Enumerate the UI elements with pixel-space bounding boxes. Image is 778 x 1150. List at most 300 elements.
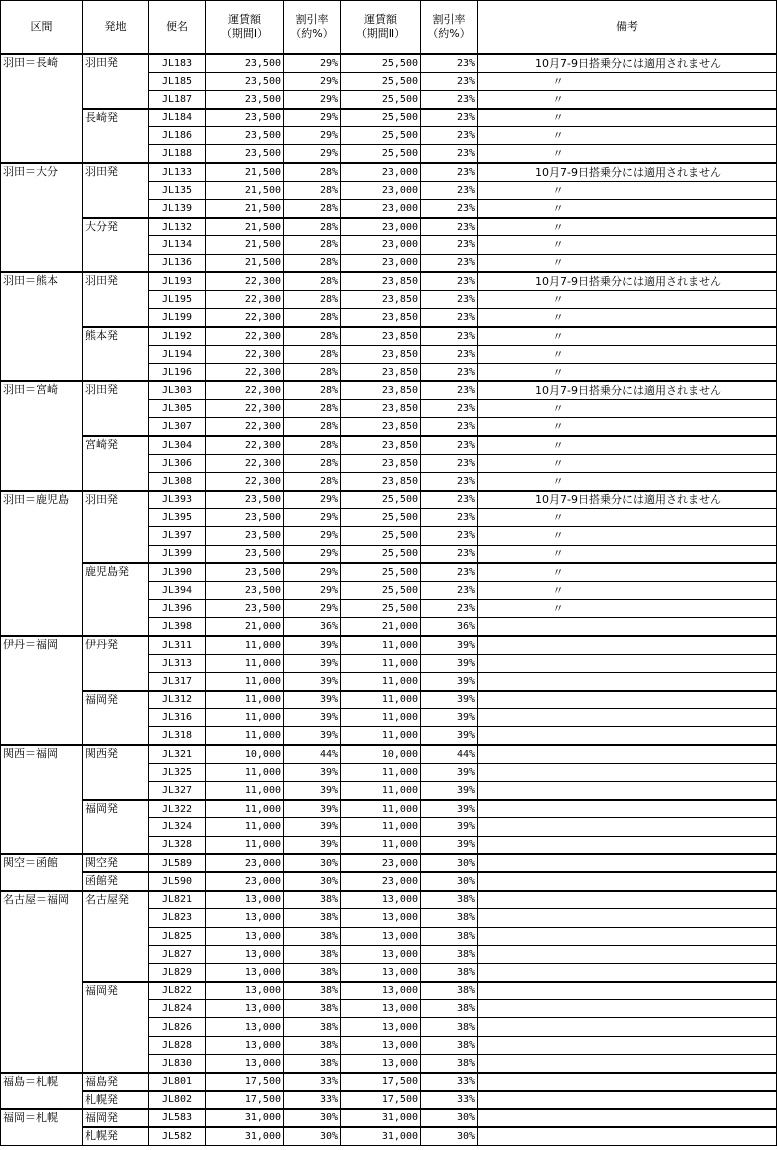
discount-period1: 28% <box>284 363 341 381</box>
fare-period2: 13,000 <box>341 945 421 963</box>
discount-period2: 23% <box>421 236 478 254</box>
note: 〃 <box>478 254 777 272</box>
origin-cell: 羽田発 <box>83 54 149 109</box>
discount-period1: 29% <box>284 509 341 527</box>
note: 〃 <box>478 600 777 618</box>
discount-period2: 44% <box>421 745 478 763</box>
discount-period2: 23% <box>421 127 478 145</box>
fare-period2: 23,850 <box>341 290 421 308</box>
discount-period1: 28% <box>284 254 341 272</box>
discount-period1: 29% <box>284 109 341 127</box>
note: 〃 <box>478 127 777 145</box>
fare-period1: 13,000 <box>206 1018 284 1036</box>
note <box>478 982 777 1000</box>
header-flight: 便名 <box>149 1 206 55</box>
flight-number: JL135 <box>149 181 206 199</box>
discount-period1: 39% <box>284 818 341 836</box>
table-row <box>1 1127 777 1145</box>
flight-number: JL327 <box>149 782 206 800</box>
discount-period2: 39% <box>421 727 478 745</box>
note <box>478 618 777 636</box>
flight-number: JL590 <box>149 872 206 890</box>
fare-period1: 23,500 <box>206 545 284 563</box>
note: 10月7-9日搭乗分には適用されません <box>478 272 777 290</box>
discount-period1: 28% <box>284 309 341 327</box>
origin-cell: 名古屋発 <box>83 891 149 982</box>
discount-period2: 23% <box>421 109 478 127</box>
flight-number: JL582 <box>149 1127 206 1145</box>
fare-period2: 23,850 <box>341 327 421 345</box>
origin-cell: 福島発 <box>83 1073 149 1091</box>
discount-period1: 39% <box>284 836 341 854</box>
header-disc2 <box>421 1 478 55</box>
fare-period1: 11,000 <box>206 836 284 854</box>
route-cell: 関西＝福岡 <box>1 745 83 854</box>
fare-period2: 25,500 <box>341 545 421 563</box>
flight-number: JL394 <box>149 581 206 599</box>
note <box>478 1036 777 1054</box>
flight-number: JL824 <box>149 1000 206 1018</box>
origin-cell: 福岡発 <box>83 1109 149 1127</box>
header-origin: 発地 <box>83 1 149 55</box>
fare-period2: 25,500 <box>341 127 421 145</box>
flight-number: JL822 <box>149 982 206 1000</box>
discount-period1: 29% <box>284 145 341 163</box>
route-cell: 関空＝函館 <box>1 854 83 890</box>
flight-number: JL139 <box>149 200 206 218</box>
fare-period2: 25,500 <box>341 600 421 618</box>
discount-period1: 28% <box>284 472 341 490</box>
note <box>478 945 777 963</box>
discount-period1: 30% <box>284 854 341 872</box>
note <box>478 672 777 690</box>
table-row <box>1 563 777 581</box>
discount-period1: 28% <box>284 181 341 199</box>
discount-period1: 29% <box>284 600 341 618</box>
fare-period1: 23,500 <box>206 491 284 509</box>
header-fare2-line1: 運賃額 <box>364 13 397 26</box>
discount-period1: 39% <box>284 672 341 690</box>
note <box>478 891 777 909</box>
header-route: 区間 <box>1 1 83 55</box>
discount-period2: 23% <box>421 527 478 545</box>
note <box>478 709 777 727</box>
discount-period1: 28% <box>284 163 341 181</box>
fare-period2: 25,500 <box>341 527 421 545</box>
discount-period2: 39% <box>421 818 478 836</box>
discount-period2: 33% <box>421 1091 478 1109</box>
discount-period2: 33% <box>421 1073 478 1091</box>
discount-period2: 23% <box>421 454 478 472</box>
discount-period1: 39% <box>284 709 341 727</box>
note: 〃 <box>478 290 777 308</box>
discount-period1: 29% <box>284 90 341 108</box>
fare-period1: 10,000 <box>206 745 284 763</box>
discount-period2: 23% <box>421 163 478 181</box>
discount-period2: 38% <box>421 891 478 909</box>
table-row <box>1 691 777 709</box>
discount-period2: 38% <box>421 1000 478 1018</box>
fare-period1: 11,000 <box>206 800 284 818</box>
discount-period2: 23% <box>421 509 478 527</box>
flight-number: JL802 <box>149 1091 206 1109</box>
fare-period1: 17,500 <box>206 1073 284 1091</box>
discount-period2: 23% <box>421 563 478 581</box>
discount-period2: 23% <box>421 381 478 399</box>
flight-number: JL133 <box>149 163 206 181</box>
fare-period2: 10,000 <box>341 745 421 763</box>
note: 〃 <box>478 200 777 218</box>
discount-period2: 23% <box>421 545 478 563</box>
flight-number: JL185 <box>149 72 206 90</box>
fare-period2: 25,500 <box>341 509 421 527</box>
fare-period2: 31,000 <box>341 1109 421 1127</box>
note <box>478 854 777 872</box>
fare-period1: 11,000 <box>206 636 284 654</box>
flight-number: JL186 <box>149 127 206 145</box>
table-row <box>1 163 777 181</box>
origin-cell: 関空発 <box>83 854 149 872</box>
discount-period1: 39% <box>284 800 341 818</box>
discount-period1: 38% <box>284 1036 341 1054</box>
table-row <box>1 218 777 236</box>
note: 〃 <box>478 363 777 381</box>
fare-period2: 13,000 <box>341 1036 421 1054</box>
table-row <box>1 982 777 1000</box>
discount-period1: 28% <box>284 272 341 290</box>
fare-period2: 11,000 <box>341 636 421 654</box>
note: 〃 <box>478 581 777 599</box>
fare-period2: 25,500 <box>341 491 421 509</box>
fare-period1: 22,300 <box>206 309 284 327</box>
fare-period1: 23,500 <box>206 54 284 72</box>
note: 〃 <box>478 563 777 581</box>
note <box>478 1073 777 1091</box>
discount-period2: 23% <box>421 581 478 599</box>
discount-period1: 38% <box>284 1000 341 1018</box>
discount-period2: 36% <box>421 618 478 636</box>
flight-number: JL192 <box>149 327 206 345</box>
note: 〃 <box>478 90 777 108</box>
table-row <box>1 1109 777 1127</box>
fare-period1: 13,000 <box>206 909 284 927</box>
fare-period1: 21,500 <box>206 254 284 272</box>
discount-period2: 38% <box>421 945 478 963</box>
discount-period2: 23% <box>421 272 478 290</box>
note <box>478 636 777 654</box>
header-fare1 <box>206 1 284 55</box>
discount-period2: 39% <box>421 709 478 727</box>
fare-period2: 11,000 <box>341 782 421 800</box>
fare-period1: 23,500 <box>206 509 284 527</box>
note <box>478 782 777 800</box>
note <box>478 800 777 818</box>
discount-period2: 30% <box>421 1127 478 1145</box>
discount-period2: 23% <box>421 54 478 72</box>
discount-period2: 23% <box>421 218 478 236</box>
flight-number: JL194 <box>149 345 206 363</box>
fare-period2: 11,000 <box>341 727 421 745</box>
table-row <box>1 54 777 72</box>
table-row <box>1 109 777 127</box>
discount-period1: 39% <box>284 636 341 654</box>
note <box>478 654 777 672</box>
fare-period1: 22,300 <box>206 345 284 363</box>
discount-period1: 38% <box>284 891 341 909</box>
discount-period1: 29% <box>284 581 341 599</box>
table-row <box>1 891 777 909</box>
note <box>478 691 777 709</box>
note <box>478 909 777 927</box>
route-cell: 羽田＝鹿児島 <box>1 491 83 637</box>
flight-number: JL801 <box>149 1073 206 1091</box>
discount-period2: 39% <box>421 836 478 854</box>
discount-period2: 30% <box>421 854 478 872</box>
discount-period2: 23% <box>421 600 478 618</box>
note <box>478 727 777 745</box>
discount-period1: 28% <box>284 418 341 436</box>
fare-period2: 11,000 <box>341 672 421 690</box>
discount-period2: 38% <box>421 963 478 981</box>
fare-period2: 13,000 <box>341 982 421 1000</box>
note <box>478 1091 777 1109</box>
origin-cell: 大分発 <box>83 218 149 273</box>
fare-period2: 23,850 <box>341 272 421 290</box>
discount-period1: 39% <box>284 782 341 800</box>
flight-number: JL184 <box>149 109 206 127</box>
table-row <box>1 491 777 509</box>
note: 〃 <box>478 236 777 254</box>
discount-period2: 39% <box>421 654 478 672</box>
fare-period2: 25,500 <box>341 54 421 72</box>
discount-period2: 23% <box>421 327 478 345</box>
fare-period1: 22,300 <box>206 381 284 399</box>
flight-number: JL188 <box>149 145 206 163</box>
discount-period2: 23% <box>421 309 478 327</box>
discount-period2: 39% <box>421 672 478 690</box>
fare-period2: 23,000 <box>341 254 421 272</box>
discount-period2: 23% <box>421 72 478 90</box>
discount-period1: 38% <box>284 982 341 1000</box>
route-cell: 福島＝札幌 <box>1 1073 83 1109</box>
fare-period2: 23,850 <box>341 472 421 490</box>
header-disc1 <box>284 1 341 55</box>
discount-period1: 38% <box>284 927 341 945</box>
note: 10月7-9日搭乗分には適用されません <box>478 381 777 399</box>
fare-period1: 23,500 <box>206 72 284 90</box>
discount-period2: 39% <box>421 763 478 781</box>
fare-period2: 13,000 <box>341 1018 421 1036</box>
discount-period2: 23% <box>421 472 478 490</box>
flight-number: JL324 <box>149 818 206 836</box>
fare-period2: 11,000 <box>341 800 421 818</box>
fare-period2: 23,000 <box>341 163 421 181</box>
discount-period2: 39% <box>421 691 478 709</box>
discount-period2: 23% <box>421 200 478 218</box>
fare-period1: 22,300 <box>206 272 284 290</box>
discount-period1: 29% <box>284 54 341 72</box>
fare-period1: 11,000 <box>206 782 284 800</box>
flight-number: JL821 <box>149 891 206 909</box>
flight-number: JL396 <box>149 600 206 618</box>
flight-number: JL306 <box>149 454 206 472</box>
fare-period2: 31,000 <box>341 1127 421 1145</box>
discount-period2: 23% <box>421 345 478 363</box>
fare-period2: 23,850 <box>341 454 421 472</box>
discount-period1: 33% <box>284 1091 341 1109</box>
discount-period2: 23% <box>421 290 478 308</box>
discount-period1: 29% <box>284 72 341 90</box>
fare-period1: 13,000 <box>206 1000 284 1018</box>
fare-period1: 21,500 <box>206 163 284 181</box>
flight-number: JL303 <box>149 381 206 399</box>
route-cell: 羽田＝熊本 <box>1 272 83 381</box>
origin-cell: 関西発 <box>83 745 149 800</box>
origin-cell: 札幌発 <box>83 1091 149 1109</box>
discount-period1: 29% <box>284 527 341 545</box>
note: 10月7-9日搭乗分には適用されません <box>478 163 777 181</box>
fare-body <box>1 54 777 1145</box>
flight-number: JL825 <box>149 927 206 945</box>
flight-number: JL397 <box>149 527 206 545</box>
fare-period1: 11,000 <box>206 654 284 672</box>
fare-period1: 11,000 <box>206 672 284 690</box>
discount-period1: 28% <box>284 327 341 345</box>
flight-number: JL317 <box>149 672 206 690</box>
discount-period1: 28% <box>284 400 341 418</box>
table-row <box>1 327 777 345</box>
flight-number: JL318 <box>149 727 206 745</box>
discount-period1: 39% <box>284 727 341 745</box>
header-row <box>1 1 777 55</box>
fare-period1: 23,500 <box>206 581 284 599</box>
route-cell: 羽田＝大分 <box>1 163 83 272</box>
fare-period2: 13,000 <box>341 909 421 927</box>
fare-period1: 21,500 <box>206 218 284 236</box>
origin-cell: 長崎発 <box>83 109 149 164</box>
origin-cell: 福岡発 <box>83 800 149 855</box>
flight-number: JL304 <box>149 436 206 454</box>
fare-period2: 13,000 <box>341 1000 421 1018</box>
discount-period2: 30% <box>421 1109 478 1127</box>
discount-period1: 33% <box>284 1073 341 1091</box>
fare-period1: 11,000 <box>206 727 284 745</box>
origin-cell: 函館発 <box>83 872 149 890</box>
discount-period1: 30% <box>284 872 341 890</box>
fare-period1: 11,000 <box>206 691 284 709</box>
fare-period2: 25,500 <box>341 90 421 108</box>
discount-period2: 23% <box>421 436 478 454</box>
fare-period2: 23,000 <box>341 200 421 218</box>
header-disc1-line1: 割引率 <box>295 13 329 26</box>
discount-period2: 38% <box>421 1054 478 1072</box>
fare-period2: 13,000 <box>341 927 421 945</box>
fare-period1: 23,000 <box>206 872 284 890</box>
fare-period1: 21,500 <box>206 236 284 254</box>
discount-period2: 23% <box>421 90 478 108</box>
header-disc2-line2: （約%） <box>427 27 471 40</box>
note: 〃 <box>478 218 777 236</box>
flight-number: JL308 <box>149 472 206 490</box>
fare-period1: 21,000 <box>206 618 284 636</box>
flight-number: JL398 <box>149 618 206 636</box>
discount-period1: 38% <box>284 1054 341 1072</box>
fare-period1: 23,500 <box>206 127 284 145</box>
flight-number: JL395 <box>149 509 206 527</box>
fare-period2: 23,000 <box>341 854 421 872</box>
header-fare2 <box>341 1 421 55</box>
flight-number: JL321 <box>149 745 206 763</box>
flight-number: JL307 <box>149 418 206 436</box>
discount-period1: 28% <box>284 236 341 254</box>
fare-period1: 22,300 <box>206 327 284 345</box>
discount-period2: 23% <box>421 491 478 509</box>
fare-period1: 11,000 <box>206 818 284 836</box>
discount-period2: 23% <box>421 181 478 199</box>
note: 〃 <box>478 472 777 490</box>
note: 〃 <box>478 418 777 436</box>
route-cell: 福岡＝札幌 <box>1 1109 83 1145</box>
fare-period1: 23,500 <box>206 527 284 545</box>
discount-period2: 23% <box>421 400 478 418</box>
table-row <box>1 1091 777 1109</box>
note <box>478 927 777 945</box>
flight-number: JL313 <box>149 654 206 672</box>
discount-period1: 28% <box>284 218 341 236</box>
note: 10月7-9日搭乗分には適用されません <box>478 54 777 72</box>
fare-period1: 31,000 <box>206 1109 284 1127</box>
note: 〃 <box>478 309 777 327</box>
flight-number: JL325 <box>149 763 206 781</box>
discount-period2: 39% <box>421 636 478 654</box>
flight-number: JL195 <box>149 290 206 308</box>
fare-period2: 11,000 <box>341 818 421 836</box>
flight-number: JL826 <box>149 1018 206 1036</box>
fare-period2: 23,000 <box>341 236 421 254</box>
fare-period2: 11,000 <box>341 691 421 709</box>
discount-period1: 29% <box>284 545 341 563</box>
note: 〃 <box>478 545 777 563</box>
fare-period1: 22,300 <box>206 400 284 418</box>
fare-period2: 23,000 <box>341 872 421 890</box>
flight-number: JL322 <box>149 800 206 818</box>
discount-period2: 23% <box>421 254 478 272</box>
discount-period2: 39% <box>421 800 478 818</box>
fare-period1: 13,000 <box>206 927 284 945</box>
note: 〃 <box>478 454 777 472</box>
discount-period2: 38% <box>421 927 478 945</box>
discount-period2: 38% <box>421 1018 478 1036</box>
fare-period2: 23,850 <box>341 400 421 418</box>
flight-number: JL312 <box>149 691 206 709</box>
table-row <box>1 381 777 399</box>
discount-period2: 38% <box>421 1036 478 1054</box>
table-row <box>1 272 777 290</box>
discount-period1: 44% <box>284 745 341 763</box>
origin-cell: 羽田発 <box>83 381 149 436</box>
flight-number: JL199 <box>149 309 206 327</box>
header-fare1-line2: （期間Ⅰ） <box>220 27 269 40</box>
origin-cell: 札幌発 <box>83 1127 149 1145</box>
discount-period1: 36% <box>284 618 341 636</box>
fare-period2: 23,850 <box>341 381 421 399</box>
fare-period2: 11,000 <box>341 654 421 672</box>
fare-period1: 23,000 <box>206 854 284 872</box>
origin-cell: 羽田発 <box>83 491 149 564</box>
fare-period2: 13,000 <box>341 1054 421 1072</box>
note: 〃 <box>478 400 777 418</box>
discount-period1: 30% <box>284 1127 341 1145</box>
